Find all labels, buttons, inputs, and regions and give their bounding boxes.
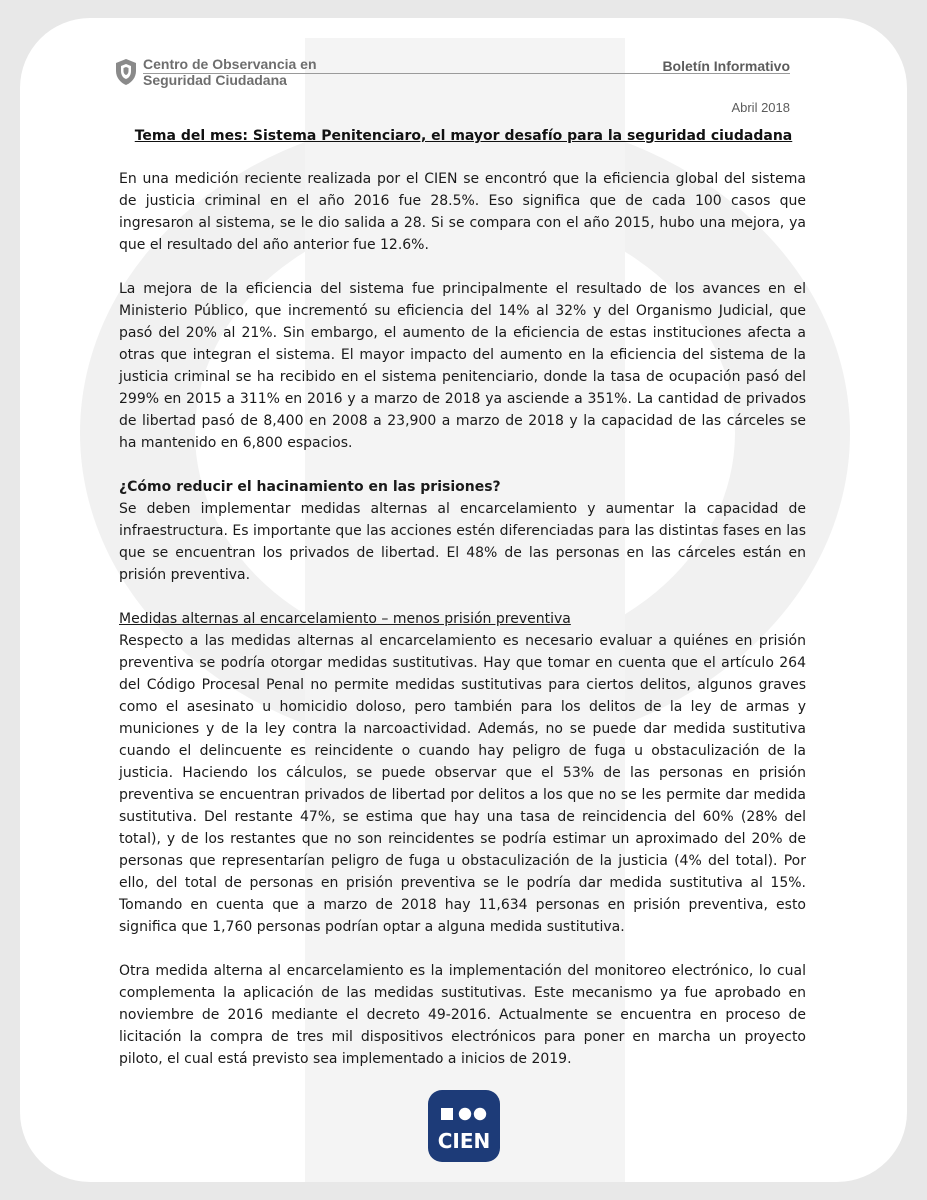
cien-logo-mark: [428, 1090, 500, 1162]
bulletin-label: Boletín Informativo: [662, 58, 790, 74]
document-body: [119, 168, 806, 1092]
org-line-2: Seguridad Ciudadana: [143, 72, 287, 88]
paragraph-3: Se deben implementar medidas alternas al encarcelamiento y aumentar la capacidad de infraestructura. Es importante que las acciones estén diferenciadas para las distintas fases en las que se encuentran los privados de libertad. El 48% de las personas en las cárceles están en prisión preventiva.: [119, 501, 806, 583]
paragraph-4: Respecto a las medidas alternas al encarcelamiento es necesario evaluar a quiénes en prisión preventiva se podría otorgar medidas sustitutivas. Hay que tomar en cuenta que el artículo 264 del Código Procesal Penal no permite medidas sustitutivas para ciertos delitos, algunos graves como el asesinato u homicidio doloso, pero también para los delitos de la ley de armas y municiones y de la ley contra la narcoactividad. Además, no se puede dar medida sustitutiva cuando el delincuente es reincidente o cuando hay peligro de fuga u obstaculización de la justicia. Haciendo los cálculos, se puede observar que el 53% de las personas en prisión preventiva se encuentran privados de libertad por delitos a los que no se les permite dar medida sustitutiva. Del restante 47%, se estima que hay una tasa de reincidencia del 60% (28% del total), y de los restantes que no son reincidentes se podría estimar un aproximado del 20% de personas que representarían peligro de fuga u obstaculización de la justicia (4% del total). Por ello, del total de personas en prisión preventiva se le podría dar medida sustitutiva al 15%. Tomando en cuenta que a marzo de 2018 hay 11,634 personas en prisión preventiva, esto significa que 1,760 personas podrían optar a alguna medida sustitutiva.: [119, 633, 806, 935]
paragraph-1: En una medición reciente realizada por el CIEN se encontró que la eficiencia global del sistema de justicia criminal en el año 2016 fue 28.5%. Eso significa que de cada 100 casos que ingresaron al sistema, se le dio salida a 28. Si se compara con el año 2015, hubo una mejora, ya que el resultado del año anterior fue 12.6%.: [119, 171, 806, 253]
paragraph-5: Otra medida alterna al encarcelamiento es la implementación del monitoreo electrónico, lo cual complementa la aplicación de las medidas sustitutivas. Este mecanismo ya fue aprobado en noviembre de 2016 mediante el decreto 49-2016. Actualmente se encuentra en proceso de licitación la compra de tres mil dispositivos electrónicos para poner en marcha un proyecto piloto, el cual está previsto sea implementado a inicios de 2019.: [119, 963, 806, 1067]
paragraph-2: La mejora de la eficiencia del sistema fue principalmente el resultado de los avances en el Ministerio Público, que incrementó su eficiencia del 14% al 32% y del Organismo Judicial, que pasó del 20% al 21%. Sin embargo, el aumento de la eficiencia de estas instituciones afecta a otras que integran el sistema. El mayor impacto del aumento en la eficiencia del sistema de la justicia criminal se ha recibido en el sistema penitenciario, donde la tasa de ocupación pasó del 299% en 2015 a 311% en 2016 y a marzo de 2018 ya asciende a 351%. La cantidad de privados de libertad pasó de 8,400 en 2008 a 23,900 a marzo de 2018 y la capacidad de las cárceles se ha mantenido en 6,800 espacios.: [119, 281, 806, 451]
bulletin-date: Abril 2018: [731, 100, 790, 115]
section-heading-overcrowding: ¿Cómo reducir el hacinamiento en las prisiones?: [119, 479, 501, 495]
org-line-1: Centro de Observancia en: [143, 56, 317, 72]
section-heading-alternatives: Medidas alternas al encarcelamiento – menos prisión preventiva: [119, 611, 571, 627]
shield-icon: [115, 58, 137, 86]
topic-title: Tema del mes: Sistema Penitenciaro, el mayor desafío para la seguridad ciudadana: [134, 128, 793, 144]
document-header: [115, 52, 790, 114]
organization-name: [143, 56, 317, 88]
cien-logo: [428, 1090, 500, 1162]
cien-logo-text: CIEN: [437, 1129, 491, 1153]
